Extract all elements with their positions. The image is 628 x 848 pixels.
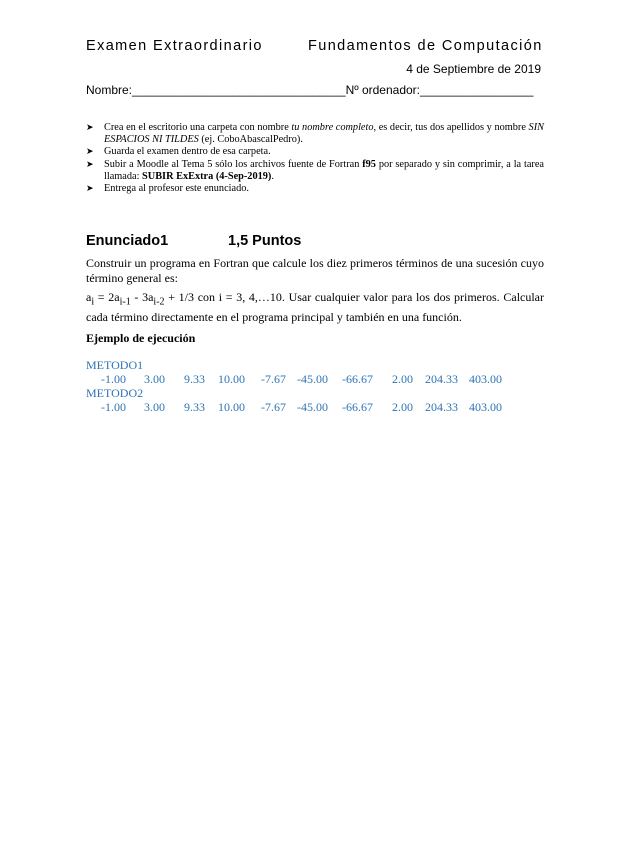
output-value: 9.33 bbox=[184, 400, 205, 414]
instruction-text: por separado y sin comprimir, a la tarea llamada: bbox=[104, 158, 544, 182]
output-value: -66.67 bbox=[342, 372, 373, 386]
formula-sub-i2: i-2 bbox=[153, 296, 165, 308]
course-title: Fundamentos de Computación bbox=[308, 38, 543, 54]
output-value: 2.00 bbox=[392, 372, 413, 386]
method2-label: METODO2 bbox=[86, 386, 144, 400]
method1-label: METODO1 bbox=[86, 358, 144, 372]
instruction-item bbox=[86, 183, 544, 195]
output-value: 9.33 bbox=[184, 372, 205, 386]
example-title: Ejemplo de ejecución bbox=[86, 331, 196, 345]
instruction-text: (ej. CoboAbascalPedro). bbox=[198, 134, 303, 146]
output-value: -7.67 bbox=[261, 372, 286, 386]
method2-values-row bbox=[86, 400, 546, 414]
formula-rest: + 1/3 con i = 3, 4,…10. Usar cualquier valor para los dos primeros. Calcular cada término directamente en el programa principal y también en una función. bbox=[86, 290, 545, 324]
output-value: 2.00 bbox=[392, 400, 413, 414]
question-formula bbox=[86, 290, 544, 325]
arrow-bullet-icon: ➤ bbox=[86, 159, 94, 170]
output-value: 204.33 bbox=[425, 400, 458, 414]
arrow-bullet-icon: ➤ bbox=[86, 123, 94, 133]
instruction-item bbox=[86, 146, 544, 158]
instruction-text: , es decir, tus dos apellidos y nombre bbox=[373, 122, 529, 133]
instruction-text: . bbox=[271, 170, 274, 182]
output-value: 403.00 bbox=[469, 400, 502, 414]
question-statement: Construir un programa en Fortran que calcule los diez primeros términos de una sucesión cuyo término general es: bbox=[86, 256, 544, 285]
instruction-item bbox=[86, 122, 544, 146]
arrow-bullet-icon: ➤ bbox=[86, 184, 94, 195]
output-value: -45.00 bbox=[297, 400, 328, 414]
formula-sub-i: i bbox=[91, 296, 95, 308]
output-value: 10.00 bbox=[218, 372, 245, 386]
formula-sub-i1: i-1 bbox=[119, 296, 131, 308]
output-value: 3.00 bbox=[144, 372, 165, 386]
output-value: 204.33 bbox=[425, 372, 458, 386]
output-value: -7.67 bbox=[261, 400, 286, 414]
output-value: 3.00 bbox=[144, 400, 165, 414]
output-value: -1.00 bbox=[101, 372, 126, 386]
instruction-text: f95 bbox=[362, 158, 376, 170]
name-line: Nombre:________________________________Nº ordenador:_________________ bbox=[86, 83, 534, 97]
question-title: Enunciado1 bbox=[86, 233, 169, 249]
formula-eq: = 2a bbox=[94, 290, 120, 304]
formula-minus: - 3a bbox=[130, 290, 154, 304]
method1-values-row bbox=[86, 372, 546, 386]
question-points: 1,5 Puntos bbox=[228, 233, 302, 249]
instruction-text: Guarda el examen dentro de esa carpeta. bbox=[104, 146, 271, 158]
output-value: 403.00 bbox=[469, 372, 502, 386]
arrow-bullet-icon: ➤ bbox=[86, 147, 94, 158]
output-value: -1.00 bbox=[101, 400, 126, 414]
formula-a: a bbox=[86, 290, 92, 304]
instruction-text: Entrega al profesor este enunciado. bbox=[104, 183, 249, 195]
output-value: -66.67 bbox=[342, 400, 373, 414]
output-value: -45.00 bbox=[297, 372, 328, 386]
exam-date: 4 de Septiembre de 2019 bbox=[406, 62, 541, 76]
output-value: 10.00 bbox=[218, 400, 245, 414]
instruction-text: SUBIR ExExtra (4-Sep-2019) bbox=[142, 170, 272, 182]
exam-type: Examen Extraordinario bbox=[86, 38, 263, 54]
instructions-list bbox=[86, 122, 544, 195]
instruction-text: tu nombre completo bbox=[291, 122, 374, 133]
instruction-text: Crea en el escritorio una carpeta con nombre bbox=[104, 122, 292, 133]
instruction-text: SIN ESPACIOS NI TILDES bbox=[104, 122, 544, 146]
instruction-item bbox=[86, 159, 544, 183]
instruction-text: Subir a Moodle al Tema 5 sólo los archivos fuente de Fortran bbox=[104, 158, 363, 170]
